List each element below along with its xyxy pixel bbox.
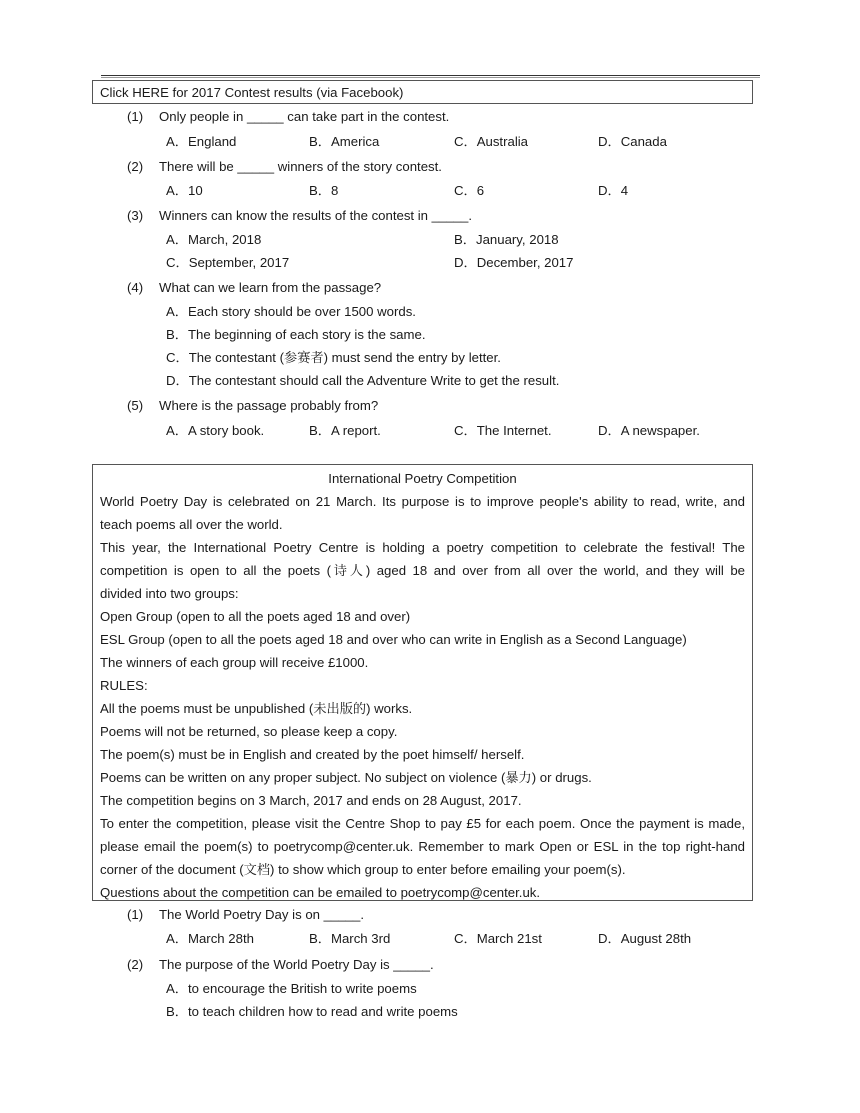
passage-line: competition is open to all the poets (诗人) aged 18 and over from all over the world, and they will be — [100, 563, 745, 578]
option-b[interactable]: B．January, 2018 — [454, 232, 559, 247]
passage-line: Questions about the competition can be emailed to poetrycomp@center.uk. — [100, 885, 541, 900]
contest-results-link-box[interactable] — [92, 80, 753, 104]
passage-line: corner of the document (文档) to show which group to enter before emailing your poem(s). — [100, 862, 626, 877]
option-d[interactable]: D．A newspaper. — [598, 423, 700, 438]
option-b[interactable]: B．The beginning of each story is the same. — [166, 327, 426, 342]
passage-line: The poem(s) must be in English and created by the poet himself/ herself. — [100, 747, 525, 762]
question-2: (2) There will be _____ winners of the story contest. — [127, 159, 442, 174]
contest-results-link[interactable]: Click HERE for 2017 Contest results (via Facebook) — [100, 85, 404, 100]
passage-line: please email the poem(s) to poetrycomp@center.uk. Remember to mark Open or ESL in the top right-hand — [100, 839, 745, 854]
passage-line: The winners of each group will receive £1000. — [100, 655, 369, 670]
option-c[interactable]: C．6 — [454, 183, 485, 198]
option-b[interactable]: B．8 — [309, 183, 339, 198]
passage-line: World Poetry Day is celebrated on 21 March. Its purpose is to improve people's ability to read, write, and — [100, 494, 745, 509]
passage-line: teach poems all over the world. — [100, 517, 283, 532]
passage-line: Open Group (open to all the poets aged 18 and over) — [100, 609, 411, 624]
option-c[interactable]: C．The contestant (参赛者) must send the entry by letter. — [166, 350, 501, 365]
passage-line: All the poems must be unpublished (未出版的) works. — [100, 701, 413, 716]
option-d[interactable]: D．Canada — [598, 134, 667, 149]
option-b[interactable]: B．March 3rd — [309, 931, 391, 946]
option-d[interactable]: D．The contestant should call the Adventure Write to get the result. — [166, 373, 560, 388]
passage-line: ESL Group (open to all the poets aged 18 and over who can write in English as a Second Language) — [100, 632, 687, 647]
question-3: (3) Winners can know the results of the contest in _____. — [127, 208, 473, 223]
top-rule-inner — [101, 77, 760, 78]
question-5: (5) Where is the passage probably from? — [127, 398, 379, 413]
option-c[interactable]: C．Australia — [454, 134, 529, 149]
option-a[interactable]: A．10 — [166, 183, 203, 198]
option-c[interactable]: C．March 21st — [454, 931, 542, 946]
option-d[interactable]: D．4 — [598, 183, 629, 198]
option-c[interactable]: C．The Internet. — [454, 423, 552, 438]
passage-line: Poems can be written on any proper subject. No subject on violence (暴力) or drugs. — [100, 770, 592, 785]
option-a[interactable]: A．Each story should be over 1500 words. — [166, 304, 416, 319]
passage-title: International Poetry Competition — [328, 471, 517, 486]
passage-line: RULES: — [100, 678, 148, 693]
option-c[interactable]: C．September, 2017 — [166, 255, 290, 270]
option-a[interactable]: A．England — [166, 134, 237, 149]
option-b[interactable]: B．A report. — [309, 423, 381, 438]
question-1: (1) The World Poetry Day is on _____. — [127, 907, 364, 922]
passage-line: The competition begins on 3 March, 2017 and ends on 28 August, 2017. — [100, 793, 522, 808]
option-d[interactable]: D．August 28th — [598, 931, 692, 946]
option-b[interactable]: B．America — [309, 134, 380, 149]
option-a[interactable]: A．March 28th — [166, 931, 254, 946]
passage-line: divided into two groups: — [100, 586, 239, 601]
question-2: (2) The purpose of the World Poetry Day is _____. — [127, 957, 434, 972]
option-a[interactable]: A．A story book. — [166, 423, 265, 438]
poetry-competition-passage — [92, 464, 753, 901]
question-1: (1) Only people in _____ can take part in the contest. — [127, 109, 450, 124]
option-d[interactable]: D．December, 2017 — [454, 255, 574, 270]
question-4: (4) What can we learn from the passage? — [127, 280, 382, 295]
passage-line: This year, the International Poetry Centre is holding a poetry competition to celebrate the festival! The — [100, 540, 745, 555]
option-b[interactable]: B．to teach children how to read and write poems — [166, 1004, 458, 1019]
passage-line: Poems will not be returned, so please keep a copy. — [100, 724, 398, 739]
option-a[interactable]: A．March, 2018 — [166, 232, 262, 247]
option-a[interactable]: A．to encourage the British to write poems — [166, 981, 417, 996]
top-rule — [101, 75, 760, 76]
passage-line: To enter the competition, please visit the Centre Shop to pay £5 for each poem. Once the payment is made, — [100, 816, 745, 831]
